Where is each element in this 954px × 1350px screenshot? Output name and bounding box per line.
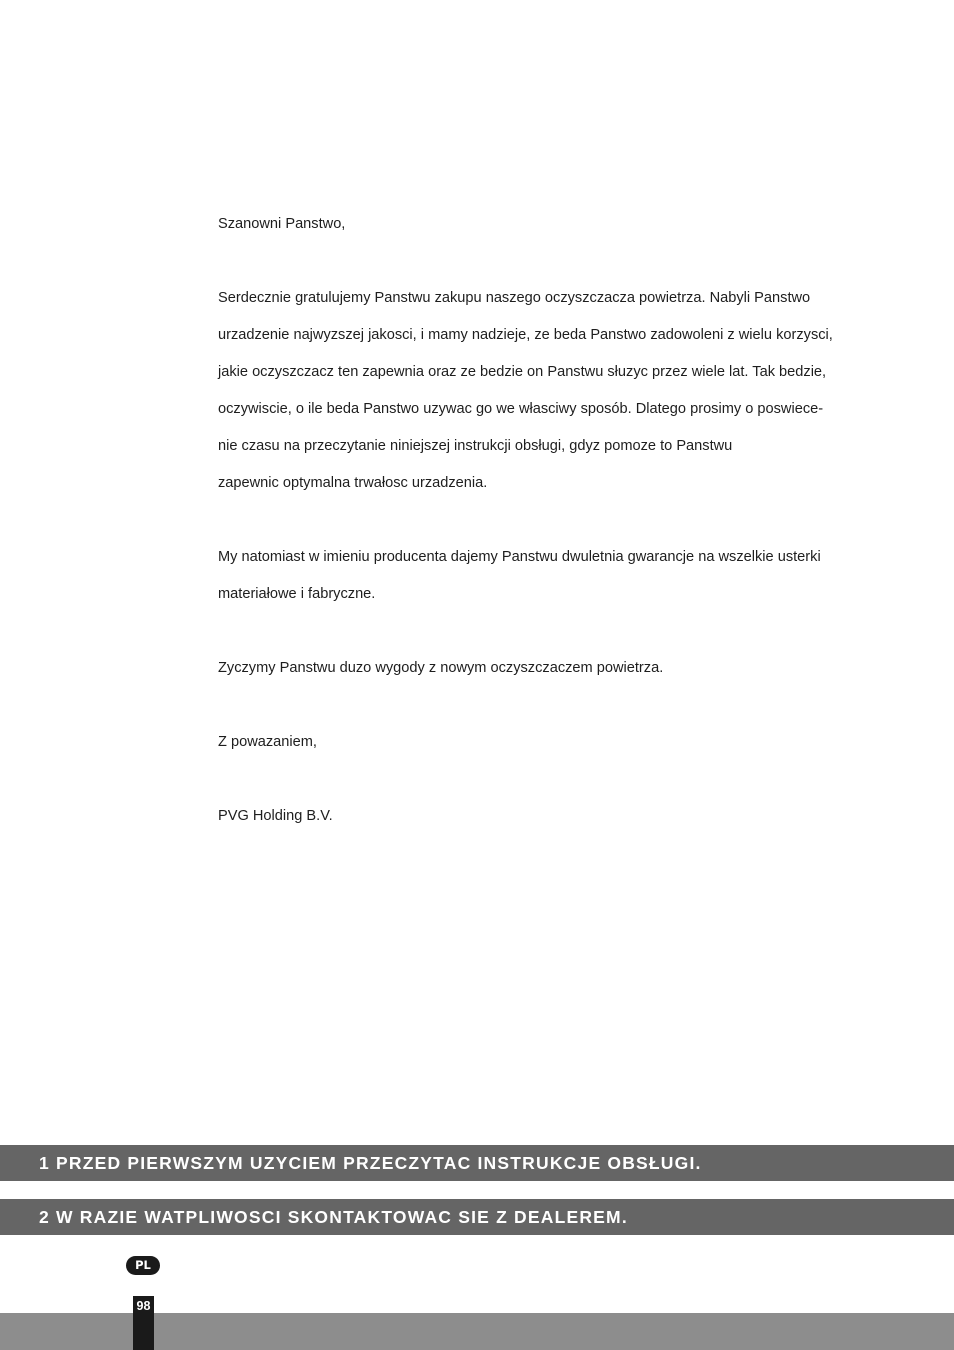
notice-text-2: 2 W RAZIE WATPLIWOSCI SKONTAKTOWAC SIE Z DEALEREM. xyxy=(39,1207,628,1227)
notice-band-1 xyxy=(0,1145,954,1181)
paragraph-1-line: urzadzenie najwyzszej jakosci, i mamy nadzieje, ze beda Panstwo zadowoleni z wielu korzysci, xyxy=(218,327,833,343)
letter-signature: PVG Holding B.V. xyxy=(218,808,333,824)
paragraph-1-line: zapewnic optymalna trwałosc urzadzenia. xyxy=(218,475,488,491)
page-number: 98 xyxy=(136,1299,151,1313)
paragraph-spacer xyxy=(218,250,878,287)
paragraph-1-line: jakie oczyszczacz ten zapewnia oraz ze bedzie on Panstwu słuzyc przez wiele lat. Tak bedzie, xyxy=(218,364,827,380)
letter-body xyxy=(218,213,878,842)
paragraph-spacer xyxy=(218,694,878,731)
notice-text-1: 1 PRZED PIERWSZYM UZYCIEM PRZECZYTAC INSTRUKCJE OBSŁUGI. xyxy=(39,1153,702,1173)
notice-band-2 xyxy=(0,1199,954,1235)
paragraph-1-line: oczywiscie, o ile beda Panstwo uzywac go we własciwy sposób. Dlatego prosimy o poswiece- xyxy=(218,401,824,417)
letter-closing: Z powazaniem, xyxy=(218,734,317,750)
paragraph-3-line: Zyczymy Panstwu duzo wygody z nowym oczyszczaczem powietrza. xyxy=(218,660,664,676)
paragraph-spacer xyxy=(218,509,878,546)
paragraph-spacer xyxy=(218,768,878,805)
paragraph-spacer xyxy=(218,620,878,657)
language-badge: PL xyxy=(126,1256,160,1275)
paragraph-2-line: materiałowe i fabryczne. xyxy=(218,586,376,602)
letter-salutation: Szanowni Panstwo, xyxy=(218,216,346,232)
paragraph-1-line: Serdecznie gratulujemy Panstwu zakupu naszego oczyszczacza powietrza. Nabyli Panstwo xyxy=(218,290,811,306)
paragraph-2-line: My natomiast w imieniu producenta dajemy Panstwu dwuletnia gwarancje na wszelkie usterki xyxy=(218,549,821,565)
paragraph-1-line: nie czasu na przeczytanie niniejszej instrukcji obsługi, gdyz pomoze to Panstwu xyxy=(218,438,733,454)
